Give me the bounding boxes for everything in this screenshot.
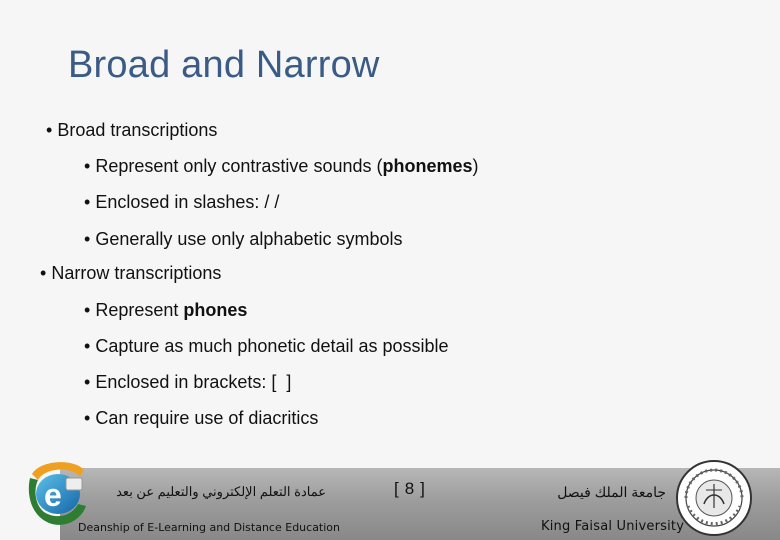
page-number: [8] — [394, 479, 431, 498]
deanship-english-label: Deanship of E-Learning and Distance Education — [78, 521, 341, 534]
university-arabic-label: جامعة الملك فيصل — [557, 484, 666, 500]
bullet-bold-term: phonemes — [382, 156, 473, 176]
bullet-broad-transcriptions — [46, 120, 217, 141]
svg-text:e: e — [44, 477, 62, 513]
bullet-text: Represent only contrastive sounds ( — [95, 156, 383, 176]
bullet-marker: • — [84, 336, 91, 356]
bullet-narrow-transcriptions — [40, 263, 221, 284]
bullet-marker: • — [40, 263, 47, 283]
bullet-enclosed-brackets — [84, 372, 291, 393]
bullet-text: Capture as much phonetic detail as possible — [95, 336, 449, 356]
bullet-marker: • — [84, 372, 91, 392]
bullet-marker: • — [84, 229, 91, 249]
bullet-bold-term: phones — [183, 300, 248, 320]
bullet-marker: • — [84, 192, 91, 212]
university-seal-icon — [674, 458, 754, 538]
bullet-diacritics — [84, 408, 318, 429]
university-english-label: King Faisal University — [541, 519, 685, 534]
bullet-marker: • — [84, 408, 91, 428]
bullet-text: Represent — [95, 300, 184, 320]
deanship-arabic-label: عمادة التعلم الإلكتروني والتعليم عن بعد — [116, 484, 326, 499]
bullet-represent-phones — [84, 300, 247, 321]
bullet-text: Enclosed in slashes: / / — [95, 192, 280, 212]
slide-title: Broad and Narrow — [68, 44, 380, 86]
bullet-represent-contrastive — [84, 156, 479, 177]
bullet-text: Enclosed in brackets: [ ] — [95, 372, 292, 392]
bullet-marker: • — [84, 300, 91, 320]
bullet-marker: • — [84, 156, 91, 176]
bullet-phonetic-detail — [84, 336, 449, 357]
bullet-alphabetic-symbols — [84, 229, 403, 250]
bullet-text: Can require use of diacritics — [95, 408, 319, 428]
bullet-text: Generally use only alphabetic symbols — [95, 229, 403, 249]
bullet-marker: • — [46, 120, 53, 140]
bullet-text: Broad transcriptions — [57, 120, 218, 140]
bullet-enclosed-slashes — [84, 192, 279, 213]
bullet-text: Narrow transcriptions — [51, 263, 222, 283]
bullet-text-end: ) — [472, 156, 479, 176]
